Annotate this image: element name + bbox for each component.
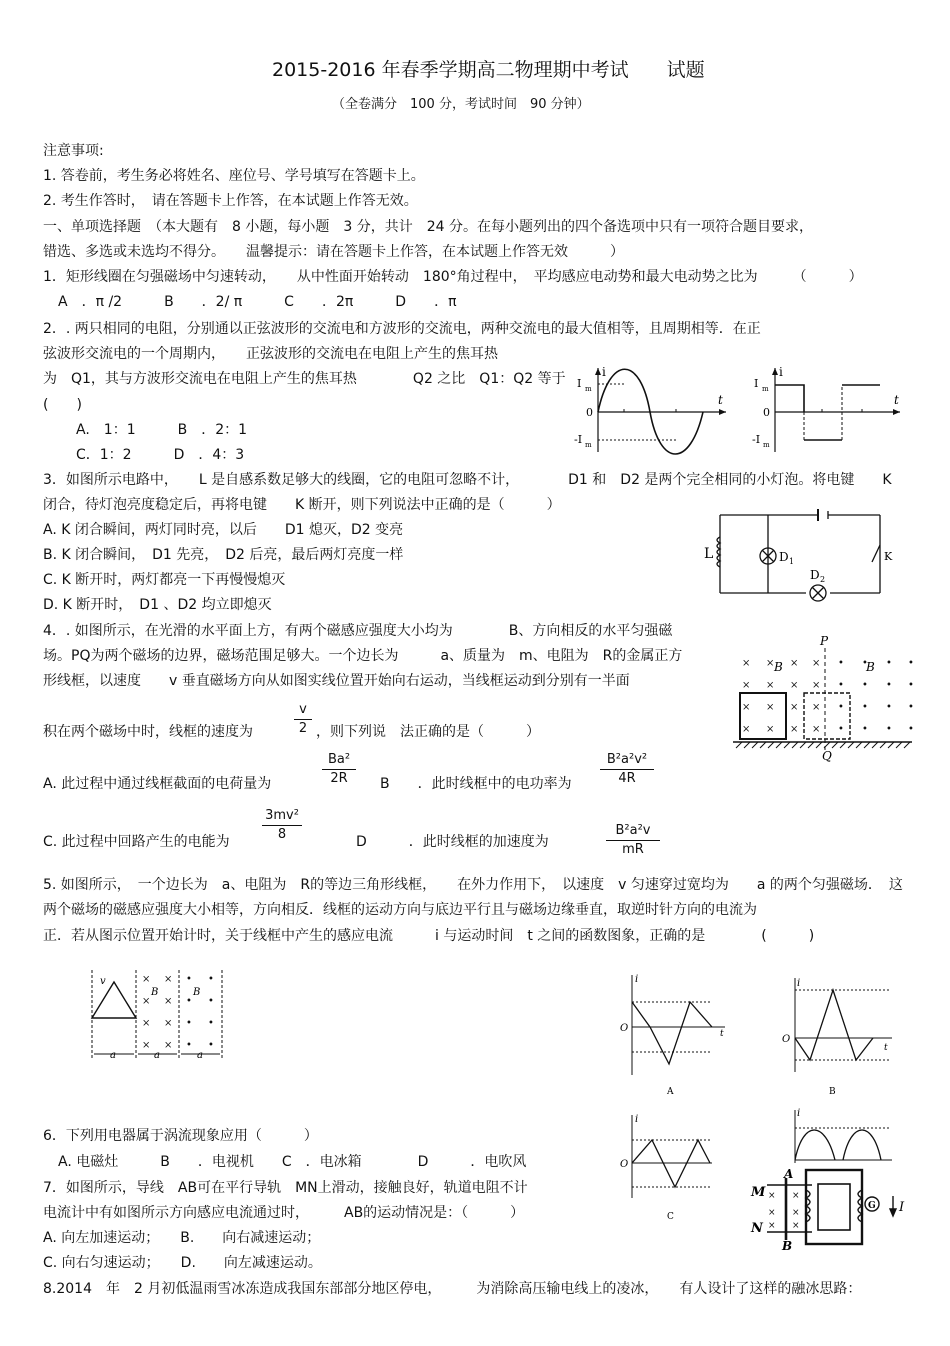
q2-line3: 为 Q1，其与方波形交流电在电阻上产生的焦耳热 Q2 之比 Q1：Q2 等于	[43, 371, 566, 387]
field-label-b-left: B	[774, 660, 783, 674]
fraction-den: 4R	[618, 771, 636, 786]
graph-b-t: t	[884, 1043, 888, 1053]
q2-line2: 弦波形交流电的一个周期内， 正弦波形的交流电在电阻上产生的焦耳热	[43, 346, 498, 362]
svg-text:×: ×	[792, 1191, 800, 1201]
boundary-label-p: P	[820, 634, 829, 648]
fraction-num: v	[299, 702, 307, 717]
svg-text:×: ×	[768, 1191, 776, 1201]
q7-line1: 7．如图所示，导线 AB可在平行导轨 MN上滑动，接触良好，轨道电阻不计	[43, 1180, 528, 1196]
field-dot: •	[838, 680, 844, 691]
field-cross: ×	[812, 680, 821, 691]
field-cross: ×	[164, 974, 173, 985]
field-cross: ×	[766, 724, 775, 735]
im-label: I	[577, 377, 582, 390]
q2-line1: 2．. 两只相同的电阻，分别通以正弦波形的交流电和方波形的交流电，两种交流电的最大值相等，且周期相等．在正	[43, 321, 761, 337]
switch-label: K	[884, 550, 893, 563]
fraction-den: 2	[298, 721, 308, 736]
field-cross: ×	[742, 658, 751, 669]
field-cross: ×	[742, 702, 751, 713]
current-label: I	[899, 1200, 905, 1215]
q4-option-d: D ．此时线框的加速度为	[356, 834, 549, 850]
neg-im-sub: m	[585, 441, 592, 449]
field-dot: •	[186, 1040, 192, 1051]
q4-option-c: C. 此过程中回路产生的电能为	[43, 834, 230, 850]
svg-text:×: ×	[768, 1208, 776, 1218]
field-cross: ×	[742, 724, 751, 735]
q4-line1: 4．. 如图所示，在光滑的水平面上方，有两个磁感应强度大小均为 B、方向相反的水平匀强磁	[43, 623, 673, 639]
field-cross: ×	[766, 658, 775, 669]
svg-text:×: ×	[768, 1221, 776, 1231]
field-dot: •	[862, 702, 868, 713]
field-cross: ×	[812, 724, 821, 735]
inductor-label: L	[704, 546, 714, 562]
field-dot: •	[862, 724, 868, 735]
field-dot: •	[208, 996, 214, 1007]
notes-heading: 注意事项:	[43, 143, 104, 159]
q7-option-cd: C. 向右匀速运动； D. 向左减速运动。	[43, 1255, 322, 1271]
section1-line1: 一、单项选择题 （本大题有 8 小题，每小题 3 分，共计 24 分。在每小题列出的四个备选项中只有一项符合题目要求，	[43, 219, 813, 235]
graph-c-label: C	[667, 1212, 674, 1222]
fraction-num: Ba²	[327, 752, 351, 767]
origin-label: 0	[586, 406, 593, 419]
origin-label-2: 0	[763, 406, 770, 419]
axis-label-i-2: i	[779, 365, 783, 379]
field-cross: ×	[766, 680, 775, 691]
field-dot: •	[908, 724, 914, 735]
galvanometer-label: G	[868, 1201, 876, 1211]
field-cross: ×	[812, 702, 821, 713]
graph-a-origin: O	[620, 1023, 629, 1034]
field-cross: ×	[790, 658, 799, 669]
q7-line2: 电流计中有如图所示方向感应电流通过时， AB的运动情况是：（ ）	[43, 1205, 525, 1221]
neg-im-sub-2: m	[763, 441, 770, 449]
field-dot: •	[838, 724, 844, 735]
q6-stem: 6．下列用电器属于涡流现象应用（ ）	[43, 1128, 318, 1144]
field-label-b-right: B	[866, 660, 875, 674]
q4-option-b: B ．此时线框中的电功率为	[380, 776, 572, 792]
q1-stem: 1．矩形线圈在匀强磁场中匀速转动， 从中性面开始转动 180°角过程中， 平均感应电动势和最大电动势之比为 （ ）	[43, 269, 863, 285]
note-1: 1. 答卷前，考生务必将姓名、座位号、学号填写在答题卡上。	[43, 168, 425, 184]
field-dot: •	[838, 702, 844, 713]
field-cross: ×	[742, 680, 751, 691]
rod-end-a: A	[784, 1167, 794, 1181]
field-dot: •	[186, 974, 192, 985]
q1-options: A ．π /2 B ．2/ π C ．2π D ．π	[58, 294, 457, 310]
graph-a-t: t	[720, 1029, 724, 1039]
width-label-3: a	[197, 1050, 203, 1061]
axis-label-t-2: t	[894, 393, 899, 407]
page-subtitle: （全卷满分 100 分，考试时间 90 分钟）	[332, 97, 590, 112]
q5-line1: 5. 如图所示， 一个边长为 a、电阻为 R的等边三角形线框， 在外力作用下， 以速度 v 匀速穿过宽均为 a 的两个匀强磁场． 这	[43, 877, 903, 893]
svg-text:×: ×	[792, 1208, 800, 1218]
q6-options: A. 电磁灶 B ．电视机 C ．电冰箱 D ．电吹风	[58, 1154, 527, 1170]
q3-line2: 闭合，待灯泡亮度稳定后，再将电键 K 断开，则下列说法中正确的是（ ）	[43, 497, 561, 513]
field-dot: •	[862, 680, 868, 691]
d1-sub: 1	[789, 557, 795, 566]
field-dot: •	[186, 996, 192, 1007]
field-dot: •	[186, 1018, 192, 1029]
field-dot: •	[908, 680, 914, 691]
page-title: 2015-2016 年春季学期高二物理期中考试 试题	[272, 59, 705, 81]
graph-c-i: i	[635, 1114, 639, 1125]
field-dot: •	[886, 658, 892, 669]
boundary-label-q: Q	[822, 749, 832, 763]
q2-line4: ( )	[43, 397, 82, 413]
axis-label-i: i	[602, 365, 606, 379]
d2-label: D	[810, 568, 820, 582]
fraction-num: B²a²v²	[606, 752, 648, 767]
width-label-2: a	[154, 1050, 160, 1061]
q4-line3: 形线框，以速度 v 垂直磁场方向从如图实线位置开始向右运动，当线框运动到分别有一半面	[43, 673, 630, 689]
rail-m-label: M	[751, 1185, 766, 1200]
field-cross: ×	[766, 702, 775, 713]
q4-line4-b: ，则下列说 法正确的是（ ）	[316, 724, 540, 740]
im-sub: m	[585, 385, 592, 393]
graph-a-label: A	[667, 1087, 674, 1097]
field-cross: ×	[790, 724, 799, 735]
fraction-num: 3mv²	[265, 808, 299, 823]
q2-options-ab: A. 1：1 B ．2：1	[76, 422, 248, 438]
field-dot: •	[208, 974, 214, 985]
field-dot: •	[908, 702, 914, 713]
graph-b-i: i	[797, 978, 801, 989]
neg-im-label: -I	[574, 433, 583, 446]
q3-option-a: A. K 闭合瞬间，两灯同时亮，以后 D1 熄灭，D2 变亮	[43, 522, 404, 538]
field-cross: ×	[790, 702, 799, 713]
q4-line4-a: 积在两个磁场中时，线框的速度为	[43, 724, 253, 740]
field-dot: •	[862, 658, 868, 669]
q3-option-b: B. K 闭合瞬间， D1 先亮， D2 后亮，最后两灯亮度一样	[43, 547, 404, 563]
field-cross: ×	[812, 658, 821, 669]
q5-line3: 正．若从图示位置开始计时，关于线框中产生的感应电流 i 与运动时间 t 之间的函数图象，正确的是 ( )	[43, 928, 815, 944]
field-cross: ×	[142, 996, 151, 1007]
field-cross: ×	[164, 996, 173, 1007]
fraction-num: B²a²v	[615, 823, 651, 838]
field-dot: •	[838, 658, 844, 669]
field-cross: ×	[164, 1040, 173, 1051]
im-label-2: I	[754, 377, 759, 390]
fraction-den: 8	[277, 827, 287, 842]
field-label-b1: B	[151, 987, 159, 998]
q7-option-ab: A. 向左加速运动； B. 向右减速运动；	[43, 1230, 321, 1246]
field-cross: ×	[164, 1018, 173, 1029]
q3-line1: 3．如图所示电路中， L 是自感系数足够大的线圈，它的电阻可忽略不计， D1 和 D2 是两个完全相同的小灯泡。将电键 K	[43, 472, 892, 488]
graph-a-i: i	[635, 974, 639, 985]
field-dot: •	[208, 1040, 214, 1051]
d1-label: D	[779, 550, 789, 564]
field-cross: ×	[790, 680, 799, 691]
neg-im-label-2: -I	[752, 433, 761, 446]
graph-b-label: B	[829, 1087, 836, 1097]
field-cross: ×	[142, 1040, 151, 1051]
q8-line1: 8.2014 年 2 月初低温雨雪冰冻造成我国东部部分地区停电， 为消除高压输电线上的凌冰， 有人设计了这样的融冰思路：	[43, 1281, 862, 1297]
rail-n-label: N	[751, 1221, 763, 1236]
fraction-den: mR	[622, 842, 644, 857]
axis-label-t: t	[718, 393, 723, 407]
q4-option-a: A. 此过程中通过线框截面的电荷量为	[43, 776, 272, 792]
rod-end-b: B	[782, 1239, 793, 1253]
q3-option-d: D. K 断开时， D1 、D2 均立即熄灭	[43, 597, 272, 613]
d2-sub: 2	[820, 575, 826, 584]
q3-option-c: C. K 断开时，两灯都亮一下再慢慢熄灭	[43, 572, 286, 588]
graph-b-origin: O	[782, 1034, 791, 1045]
field-dot: •	[908, 658, 914, 669]
q4-line2: 场。PQ为两个磁场的边界，磁场范围足够大。一个边长为 a、质量为 m、电阻为 R的金属正方	[43, 648, 683, 664]
note-2: 2. 考生作答时， 请在答题卡上作答，在本试题上作答无效。	[43, 193, 418, 209]
q5-line2: 两个磁场的磁感应强度大小相等，方向相反．线框的运动方向与底边平行且与磁场边缘垂直，取逆时针方向的电流为	[43, 902, 757, 918]
field-cross: ×	[142, 1018, 151, 1029]
velocity-label: v	[100, 976, 106, 987]
q2-options-cd: C．1：2 D ．4：3	[76, 447, 245, 463]
field-dot: •	[208, 1018, 214, 1029]
im-sub-2: m	[762, 385, 769, 393]
field-label-b2: B	[193, 987, 201, 998]
svg-text:×: ×	[792, 1221, 800, 1231]
graph-d-i: i	[797, 1108, 801, 1119]
section1-line2: 错选、多选或未选均不得分。 温馨提示：请在答题卡上作答，在本试题上作答无效 ）	[43, 244, 624, 260]
field-dot: •	[886, 680, 892, 691]
field-dot: •	[886, 702, 892, 713]
width-label-1: a	[110, 1050, 116, 1061]
graph-c-origin: O	[620, 1159, 629, 1170]
fraction-den: 2R	[330, 771, 348, 786]
field-dot: •	[886, 724, 892, 735]
field-cross: ×	[142, 974, 151, 985]
